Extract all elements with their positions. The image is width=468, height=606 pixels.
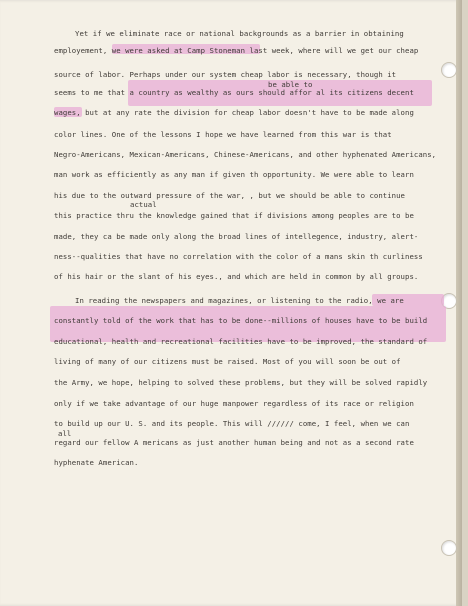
text-line: only if we take advantage of our huge manpower regardless of its race or religion	[54, 399, 414, 408]
text-line: educational, health and recreational facilities have to be improved, the standard of	[54, 337, 428, 346]
text-line: seems to me that a country as wealthy as ours should affor al its citizens decent	[54, 88, 414, 97]
interlinear-insert: all	[58, 429, 72, 438]
text-line: employement, we were asked at Camp Stoneman last week, where will we get our cheap	[54, 46, 419, 55]
text-line: color lines. One of the lessons I hope we have learned from this war is that	[54, 130, 392, 139]
text-line: living of many of our citizens must be raised. Most of you will soon be out of	[54, 357, 401, 366]
text-line: of his hair or the slant of his eyes., and which are held in common by all groups.	[54, 272, 419, 281]
text-line: the Army, we hope, helping to solved these problems, but they will be solved rapidly	[54, 378, 428, 387]
text-line: made, they ca be made only along the broad lines of intellegence, industry, alert-	[54, 232, 419, 241]
text-line: source of labor. Perhaps under our system cheap labor is necessary, though it	[54, 70, 397, 79]
text-line: In reading the newspapers and magazines, or listening to the radio, we are	[75, 296, 404, 305]
text-line: to build up our U. S. and its people. This will ////// come, I feel, when we can	[54, 419, 410, 428]
binder-hole-bottom	[441, 540, 457, 556]
text-line: hyphenate American.	[54, 458, 139, 467]
text-line: regard our fellow A mericans as just another human being and not as a second rate	[54, 438, 414, 447]
text-line: Negro-Americans, Mexican-Americans, Chinese-Americans, and other hyphenated Americans,	[54, 150, 437, 159]
text-line: man work as efficiently as any man if given th opportunity. We were able to learn	[54, 170, 414, 179]
text-line: ness--qualities that have no correlation with the color of a mans skin th curliness	[54, 252, 423, 261]
binder-hole-top	[441, 62, 457, 78]
text-line: his due to the outward pressure of the war, , but we should be able to continue	[54, 191, 406, 200]
text-line: constantly told of the work that has to be done--millions of houses have to be build	[54, 316, 428, 325]
page-edge	[456, 0, 462, 606]
text-line: Yet if we eliminate race or national backgrounds as a barrier in obtaining	[75, 29, 404, 38]
interlinear-insert: actual	[130, 200, 157, 209]
text-line: wages, but at any rate the division for cheap labor doesn't have to be made along	[54, 108, 414, 117]
interlinear-insert: be able to	[268, 80, 313, 89]
text-line: this practice thru the knowledge gained that if divisions among peoples are to be	[54, 211, 414, 220]
